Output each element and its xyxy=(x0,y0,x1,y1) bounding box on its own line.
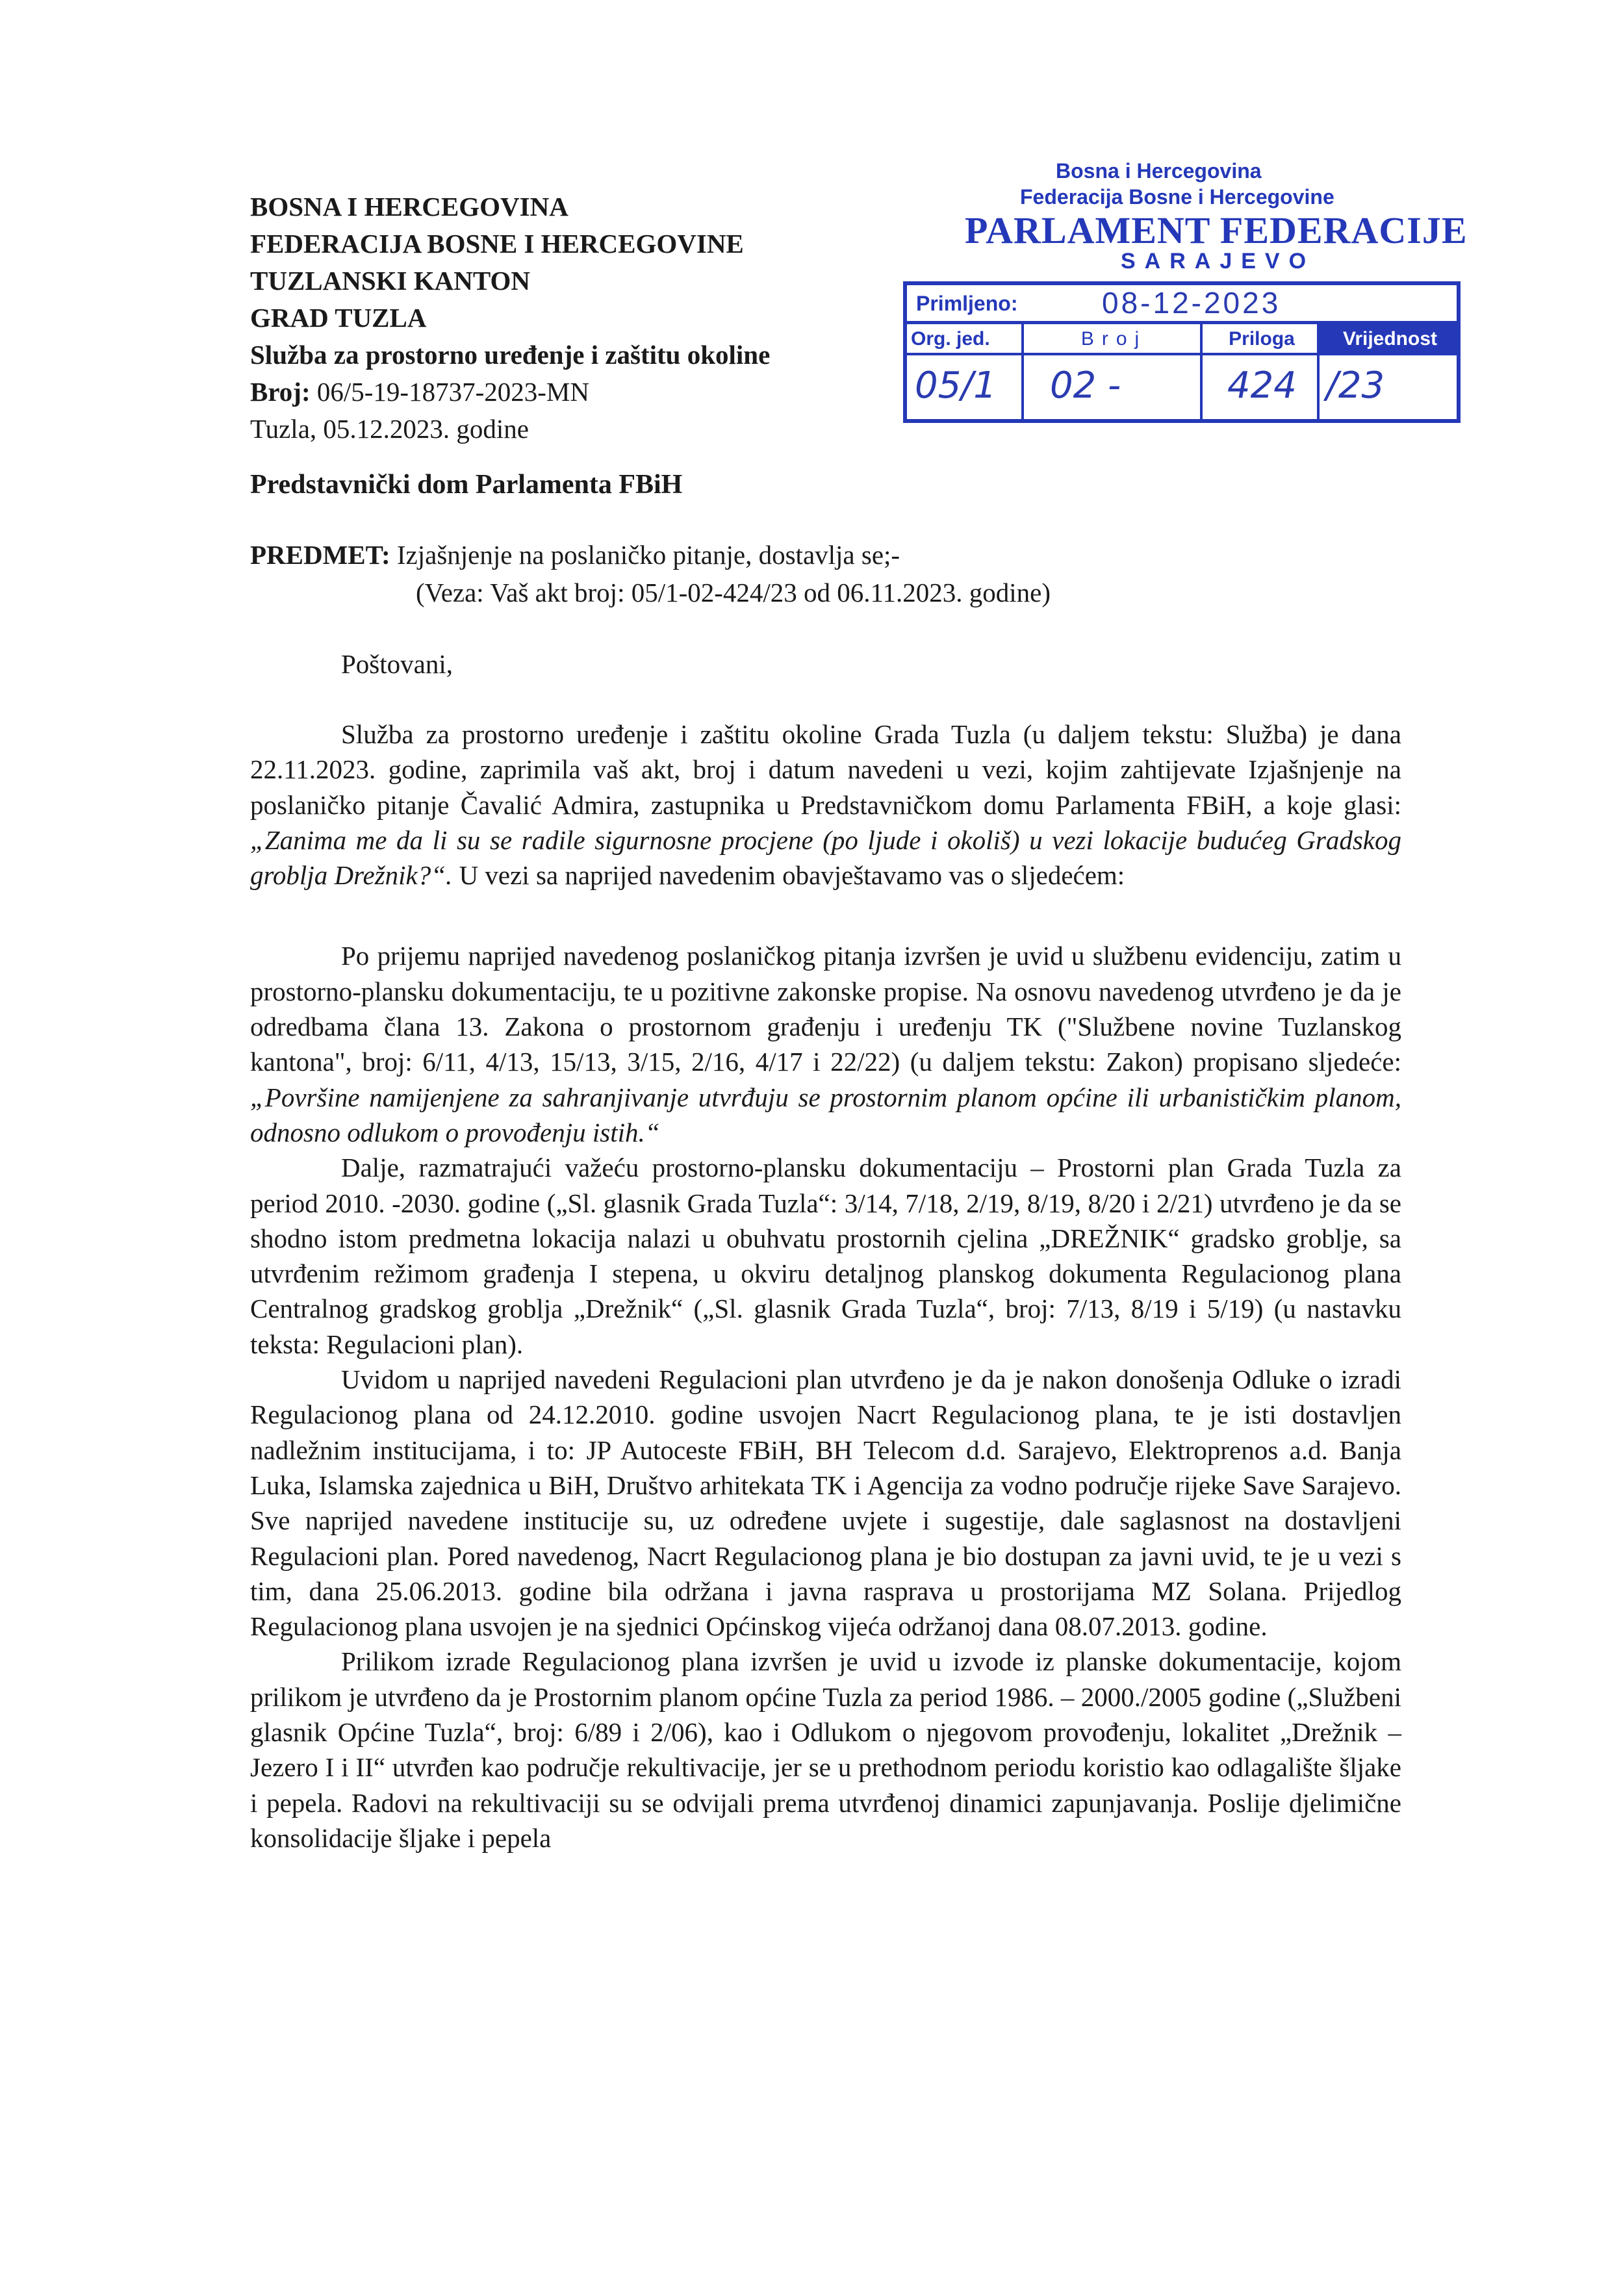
stamp-year-value: /23 xyxy=(1326,364,1385,407)
reference-number xyxy=(250,374,874,411)
subject-text: Izjašnjenje na poslaničko pitanje, dostavlja se;- xyxy=(396,540,900,570)
stamp-city: SARAJEVO xyxy=(1121,249,1316,274)
stamp-received-label: Primljeno: xyxy=(916,292,1018,315)
letter-body xyxy=(250,717,1401,1856)
stamp-col-number: Broj xyxy=(1024,324,1203,353)
subject-label: PREDMET: xyxy=(250,540,390,570)
paragraph-intro xyxy=(250,717,1401,893)
stamp-federation: Federacija Bosne i Hercegovine xyxy=(1020,185,1334,209)
stamp-header-row xyxy=(907,324,1457,355)
paragraph-regulation-plan: Uvidom u naprijed navedeni Regulacioni plan utvrđeno je da je nakon donošenja Odluke o izradi Regulacionog plana od 24.12.2010. godine usvojen Nacrt Regulacionog plana, te je isti dostavljen nadležnim institucijama, i to: JP Autoceste FBiH, BH Telecom d.d. Sarajevo, Elektroprenos a.d. Banja Luka, Islamska zajednica u BiH, Društvo arhitekata TK i Agencija za vodno područje rijeke Save Sarajevo. Sve naprijed navedene institucije su, uz određene uvjete i sugestije, dale saglasnost na dostavljeni Regulacioni plan. Pored navedenog, Nacrt Regulacionog plana je bio dostupan za javni uvid, te je u vezi s tim, dana 25.06.2013. godine bila održana i javna rasprava u prostorijama MZ Solana. Prijedlog Regulacionog plana usvojen je na sjednici Općinskog vijeća održanoj dana 08.07.2013. godine. xyxy=(250,1364,1401,1642)
stamp-box xyxy=(903,281,1461,423)
stamp-received-date: 08-12-2023 xyxy=(1102,286,1281,320)
paragraph-law xyxy=(250,938,1401,1150)
paragraph-law-text: Po prijemu naprijed navedenog poslaničkog pitanja izvršen je uvid u službenu evidenciju, zatim u prostorno-plansku dokumentaciju, te u pozitivne zakonske propise. Na osnovu navedenog utvrđeno je da je odredbama člana 13. Zakona o prostornom građenju i uređenju TK ("Službene novine Tuzlanskog kantona", broj: 6/11, 4/13, 15/13, 3/15, 2/16, 4/17 i 22/22) (u daljem tekstu: Zakon) propisano sljedeće: xyxy=(250,941,1401,1077)
letterhead-federation: FEDERACIJA BOSNE I HERCEGOVINE xyxy=(250,229,744,259)
stamp-number-value: 02 - xyxy=(1024,355,1203,419)
stamp-country: Bosna i Hercegovina xyxy=(1056,159,1262,183)
law-quote: „Površine namijenjene za sahranjivanje utvrđuju se prostornim planom općine ili urbanističkim planom, odnosno odlukom o provođenju istih.“ xyxy=(250,1082,1401,1147)
paragraph-intro-text: Služba za prostorno uređenje i zaštitu okoline Grada Tuzla (u daljem tekstu: Služba) je dana 22.11.2023. godine, zaprimila vaš akt, broj i datum navedeni u vezi, kojim zahtijevate Izjašnjenje na poslaničko pitanje Čavalić Admira, zastupnika u Predstavničkom domu Parlamenta FBiH, a koje glasi: xyxy=(250,719,1401,820)
subject xyxy=(250,536,1051,611)
paragraph-intro-closing: U vezi sa naprijed navedenim obavještavamo vas o sljedećem: xyxy=(452,860,1125,891)
stamp-col-attachments: Priloga xyxy=(1203,324,1320,353)
stamp-parliament: PARLAMENT FEDERACIJE xyxy=(965,209,1468,251)
paragraph-planning-documents: Prilikom izrade Regulacionog plana izvršen je uvid u izvode iz planske dokumentacije, kojom prilikom je utvrđeno da je Prostornim planom općine Tuzla za period 1986. – 2000./2005 godine („Službeni glasnik Općine Tuzla“, broj: 6/89 i 2/06), kao i Odlukom o njegovom provođenju, lokalitet „Drežnik – Jezero I i II“ utvrđen kao područje rekultivacije, jer se u prethodnom periodu koristio kao odlagalište šljake i pepela. Radovi na rekultivaciji su se odvijali prema utvrđenoj dinamici zapunjavanja. Poslije djelimične konsolidacije šljake i pepela xyxy=(250,1646,1401,1853)
letterhead xyxy=(250,188,874,448)
document-date: Tuzla, 05.12.2023. godine xyxy=(250,414,529,444)
stamp-col-value: Vrijednost xyxy=(1320,324,1457,353)
reference-number-label: Broj: xyxy=(250,377,311,407)
stamp-value-row xyxy=(907,355,1457,419)
paragraph-spatial-plan: Dalje, razmatrajući važeću prostorno-plansku dokumentaciju – Prostorni plan Grada Tuzla za period 2010. -2030. godine („Sl. glasnik Grada Tuzla“: 3/14, 7/18, 2/19, 8/19, 8/20 i 2/21) utvrđeno je da se shodno istom predmetna lokacija nalazi u obuhvatu prostornih cjelina „DREŽNIK“ gradsko groblje, sa utvrđenim režimom građenja I stepena, u okviru detaljnog planskog dokumenta Regulacionog plana Centralnog gradskog groblja „Drežnik“ („Sl. glasnik Grada Tuzla“, broj: 7/13, 8/19 i 5/19) (u nastavku teksta: Regulacioni plan). xyxy=(250,1153,1401,1359)
letterhead-canton: TUZLANSKI KANTON xyxy=(250,266,530,296)
stamp-col-org-unit: Org. jed. xyxy=(907,324,1024,353)
received-stamp xyxy=(903,159,1468,432)
letterhead-city: GRAD TUZLA xyxy=(250,303,427,333)
reference-number-value: 06/5-19-18737-2023-MN xyxy=(316,377,589,407)
recipient: Predstavnički dom Parlamenta FBiH xyxy=(250,470,683,500)
salutation: Poštovani, xyxy=(341,649,453,679)
letterhead-country: BOSNA I HERCEGOVINA xyxy=(250,192,568,222)
question-quote: „Zanima me da li su se radile sigurnosne procjene (po ljude i okoliš) u vezi lokacije budućeg Gradskog groblja Drežnik?“. xyxy=(250,824,1401,891)
stamp-org-unit-value: 05/1 xyxy=(907,355,1024,419)
stamp-received-row xyxy=(907,285,1457,324)
letterhead-service: Služba za prostorno uređenje i zaštitu okoline xyxy=(250,340,771,370)
subject-reference: (Veza: Vaš akt broj: 05/1-02-424/23 od 06.11.2023. godine) xyxy=(416,578,1051,607)
stamp-attachments-value: 424 xyxy=(1203,355,1320,419)
